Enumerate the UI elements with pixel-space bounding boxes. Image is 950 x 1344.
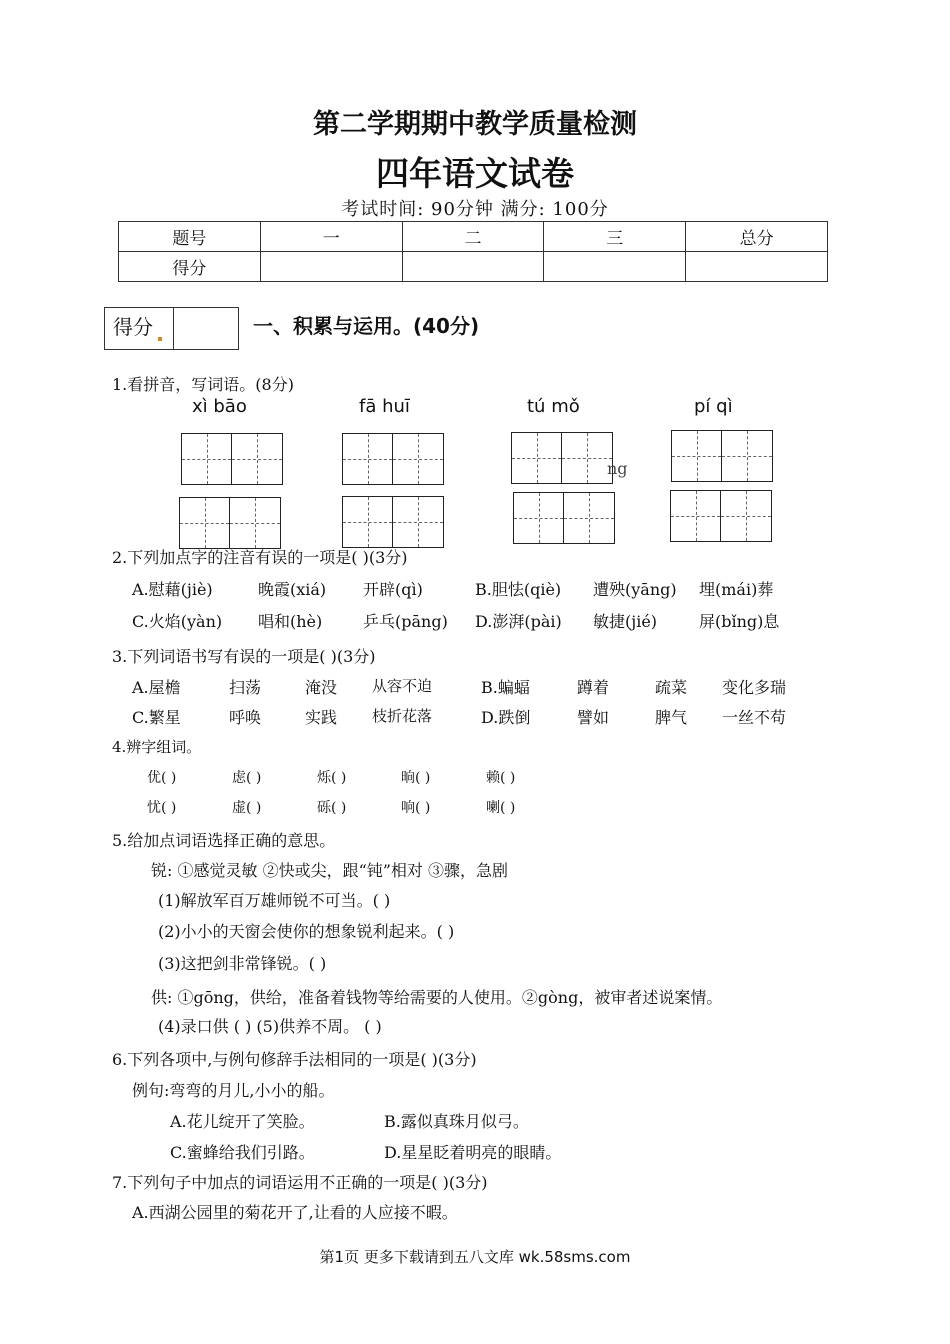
q6-stem: 6.下列各项中,与例句修辞手法相同的一项是( )(3分) (112, 1050, 477, 1069)
q5-stem: 5.给加点词语选择正确的意思。 (112, 831, 336, 850)
section-score-box (104, 307, 239, 350)
q3-option: 一丝不苟 (722, 708, 787, 727)
q1-pinyin-3: tú mǒ (527, 396, 580, 417)
q3-option: 疏菜 (655, 678, 688, 697)
paper-title: 四年语文试卷 (376, 154, 574, 193)
q3-stem: 3.下列词语书写有误的一项是( )(3分) (112, 647, 376, 666)
q4-item: 喇( ) (486, 800, 516, 816)
q3-option: 枝折花落 (372, 707, 433, 725)
q2-option: 屏(bǐng)息 (699, 612, 780, 631)
q3-option: D.跌倒 (481, 708, 531, 727)
q3-option: 譬如 (577, 708, 610, 727)
q3-option: 脾气 (655, 708, 688, 727)
q2-option: 开辟(qì) (363, 580, 423, 599)
writing-grid[interactable] (513, 492, 615, 544)
q3-option: A.屋檐 (132, 678, 181, 697)
score-cell: 二 (402, 222, 544, 252)
q3-option: B.蝙蝠 (481, 678, 530, 697)
writing-grid[interactable] (670, 490, 772, 542)
q5-definition-gong: 供: ①gōng，供给，准备着钱物等给需要的人使用。②gòng，被审者述说案情。 (151, 988, 723, 1007)
score-cell (402, 252, 544, 282)
q2-option: 乒乓(pāng) (363, 612, 448, 631)
q4-item: 赖( ) (486, 770, 516, 786)
writing-grid[interactable] (342, 496, 444, 548)
score-box-label: 得分 (113, 315, 153, 339)
score-cell (260, 252, 402, 282)
q6-example: 例句:弯弯的月儿,小小的船。 (132, 1081, 335, 1100)
q2-option: 遭殃(yāng) (593, 580, 677, 599)
q3-option: 蹲着 (577, 678, 610, 697)
q2-option: 晚霞(xiá) (258, 580, 327, 599)
q2-option: A.慰藉(jiè) (132, 580, 213, 599)
q4-item: 砾( ) (317, 800, 347, 816)
score-cell: 题号 (119, 222, 261, 252)
q5-definition-rui: 锐: ①感觉灵敏 ②快或尖，跟“钝”相对 ③骤，急剧 (151, 861, 509, 880)
q5-item: (3)这把剑非常锋锐。( ) (158, 954, 327, 973)
q3-option: 实践 (305, 708, 338, 727)
writing-grid[interactable] (671, 430, 773, 482)
q4-item: 虚( ) (232, 800, 262, 816)
q6-option: A.花儿绽开了笑脸。 (170, 1112, 315, 1131)
q4-item: 晌( ) (401, 770, 431, 786)
q3-option: 淹没 (305, 678, 338, 697)
q6-option: D.星星眨着明亮的眼睛。 (384, 1143, 562, 1162)
q2-stem: 2.下列加点字的注音有误的一项是( )(3分) (112, 548, 408, 567)
q2-option: C.火焰(yàn) (132, 612, 223, 631)
q2-option: B.胆怯(qiè) (475, 580, 562, 599)
q7-stem: 7.下列句子中加点的词语运用不正确的一项是( )(3分) (112, 1173, 488, 1192)
decorative-dot (158, 337, 162, 341)
score-table (118, 221, 828, 282)
score-table-header-row (119, 222, 828, 252)
exam-info: 考试时间: 90分钟 满分: 100分 (341, 199, 609, 220)
writing-grid[interactable] (511, 432, 613, 484)
score-cell: 一 (260, 222, 402, 252)
q5-item: (2)小小的天窗会使你的想象锐利起来。( ) (158, 922, 455, 941)
q5-gong-items: (4)录口供 ( ) (5)供养不周。 ( ) (158, 1017, 382, 1036)
q3-option: 呼唤 (229, 708, 262, 727)
q1-pinyin-2: fā huī (359, 396, 410, 417)
q2-option: D.澎湃(pài) (475, 612, 562, 631)
score-cell: 总分 (686, 222, 828, 252)
q6-option: B.露似真珠月似弓。 (384, 1112, 529, 1131)
q4-item: 虑( ) (232, 770, 262, 786)
writing-grid[interactable] (179, 497, 281, 549)
q1-pinyin-1: xì bāo (192, 396, 247, 417)
q4-item: 优( ) (147, 770, 177, 786)
q2-option: 敏捷(jié) (593, 612, 658, 631)
q1-pinyin-4: pí qì (694, 396, 733, 417)
page-footer: 第1页 更多下载请到五八文库 wk.58sms.com (319, 1248, 631, 1266)
score-cell: 三 (544, 222, 686, 252)
score-cell (686, 252, 828, 282)
score-cell (544, 252, 686, 282)
stray-text: ng (607, 459, 628, 478)
q3-option: 变化多瑞 (722, 678, 787, 697)
q7-option: A.西湖公园里的菊花开了,让看的人应接不暇。 (132, 1203, 458, 1222)
q3-option: C.繁星 (132, 708, 181, 727)
page-title: 第二学期期中教学质量检测 (313, 109, 637, 140)
q4-item: 忧( ) (147, 800, 177, 816)
q2-option: 埋(mái)葬 (699, 580, 774, 599)
score-box-divider (173, 308, 174, 349)
q3-option: 从容不迫 (372, 677, 433, 695)
q4-item: 响( ) (401, 800, 431, 816)
section-1-title: 一、积累与运用。(40分) (253, 314, 480, 338)
q4-item: 烁( ) (317, 770, 347, 786)
score-cell: 得分 (119, 252, 261, 282)
q6-option: C.蜜蜂给我们引路。 (170, 1143, 315, 1162)
q3-option: 扫荡 (229, 678, 262, 697)
writing-grid[interactable] (181, 433, 283, 485)
writing-grid[interactable] (342, 433, 444, 485)
score-table-score-row (119, 252, 828, 282)
q5-item: (1)解放军百万雄师锐不可当。( ) (158, 891, 391, 910)
q1-stem: 1.看拼音，写词语。(8分) (112, 375, 294, 394)
q4-stem: 4.辨字组词。 (112, 738, 202, 756)
q2-option: 唱和(hè) (258, 612, 323, 631)
